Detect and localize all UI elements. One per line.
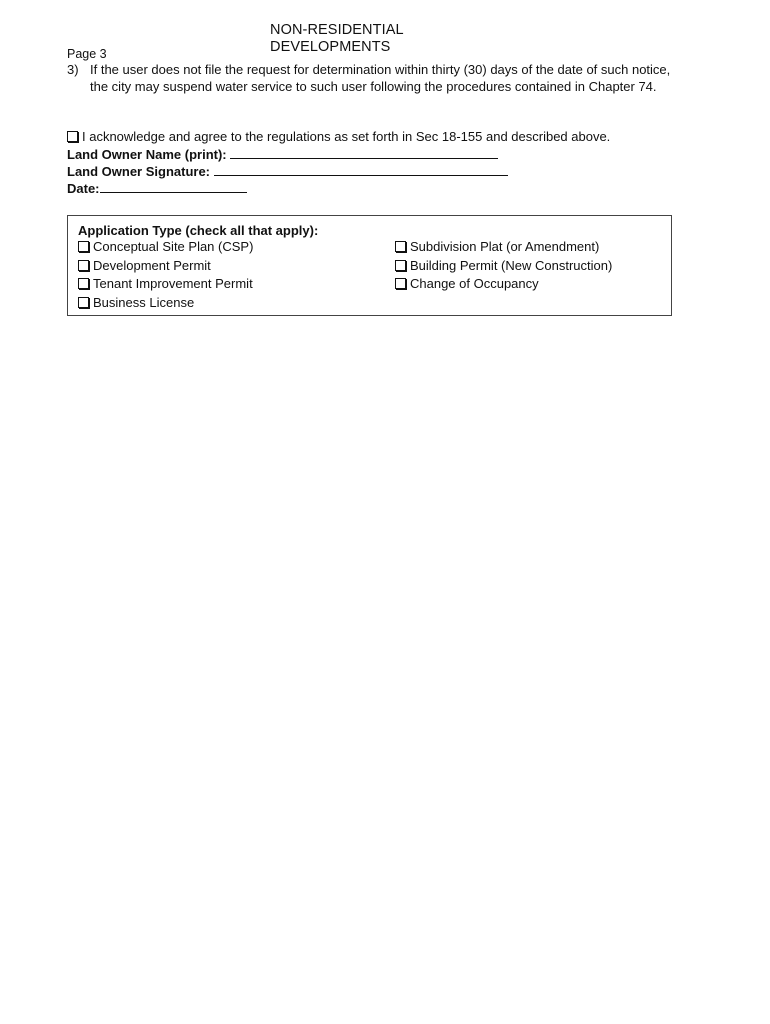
paragraph-number: 3): [67, 62, 79, 77]
owner-signature-row: [67, 163, 508, 180]
numbered-paragraph: [67, 62, 677, 95]
application-type-box: [67, 215, 672, 316]
option-change-of-occupancy: [395, 276, 539, 292]
owner-signature-label: Land Owner Signature:: [67, 164, 211, 179]
option-label: Business License: [93, 295, 195, 310]
option-label: Tenant Improvement Permit: [93, 276, 253, 291]
paragraph-text: If the user does not file the request for determination within thirty (30) days of the date of such notice, the city may suspend water service to such user following the procedures contained in Chapter 74.: [90, 62, 671, 94]
owner-name-field[interactable]: [230, 146, 498, 159]
option-development-permit: [78, 258, 211, 274]
tenant-improvement-permit-checkbox[interactable]: [78, 278, 89, 289]
owner-signature-field[interactable]: [214, 163, 508, 176]
acknowledgement-checkbox[interactable]: [67, 131, 78, 142]
owner-name-row: [67, 146, 498, 163]
change-of-occupancy-checkbox[interactable]: [395, 278, 406, 289]
option-tenant-improvement-permit: [78, 276, 253, 292]
application-type-title: Application Type (check all that apply):: [78, 223, 319, 238]
document-title: [270, 22, 404, 56]
option-subdivision-plat: [395, 239, 599, 255]
conceptual-site-plan-checkbox[interactable]: [78, 241, 89, 252]
date-label: Date:: [67, 181, 100, 196]
business-license-checkbox[interactable]: [78, 297, 89, 308]
page-number: Page 3: [67, 47, 107, 61]
title-line-2: DEVELOPMENTS: [270, 39, 391, 55]
option-label: Conceptual Site Plan (CSP): [93, 239, 254, 254]
option-conceptual-site-plan: [78, 239, 253, 255]
option-building-permit: [395, 258, 612, 274]
development-permit-checkbox[interactable]: [78, 260, 89, 271]
date-row: [67, 180, 247, 197]
option-label: Change of Occupancy: [410, 276, 539, 291]
building-permit-checkbox[interactable]: [395, 260, 406, 271]
date-field[interactable]: [100, 180, 247, 193]
option-business-license: [78, 295, 194, 311]
subdivision-plat-checkbox[interactable]: [395, 241, 406, 252]
option-label: Subdivision Plat (or Amendment): [410, 239, 600, 254]
option-label: Development Permit: [93, 258, 211, 273]
option-label: Building Permit (New Construction): [410, 258, 613, 273]
owner-name-label: Land Owner Name (print):: [67, 147, 227, 162]
title-line-1: NON-RESIDENTIAL: [270, 22, 404, 38]
acknowledgement-label: I acknowledge and agree to the regulations as set forth in Sec 18-155 and described above.: [82, 129, 611, 144]
acknowledgement-row: [67, 129, 610, 145]
